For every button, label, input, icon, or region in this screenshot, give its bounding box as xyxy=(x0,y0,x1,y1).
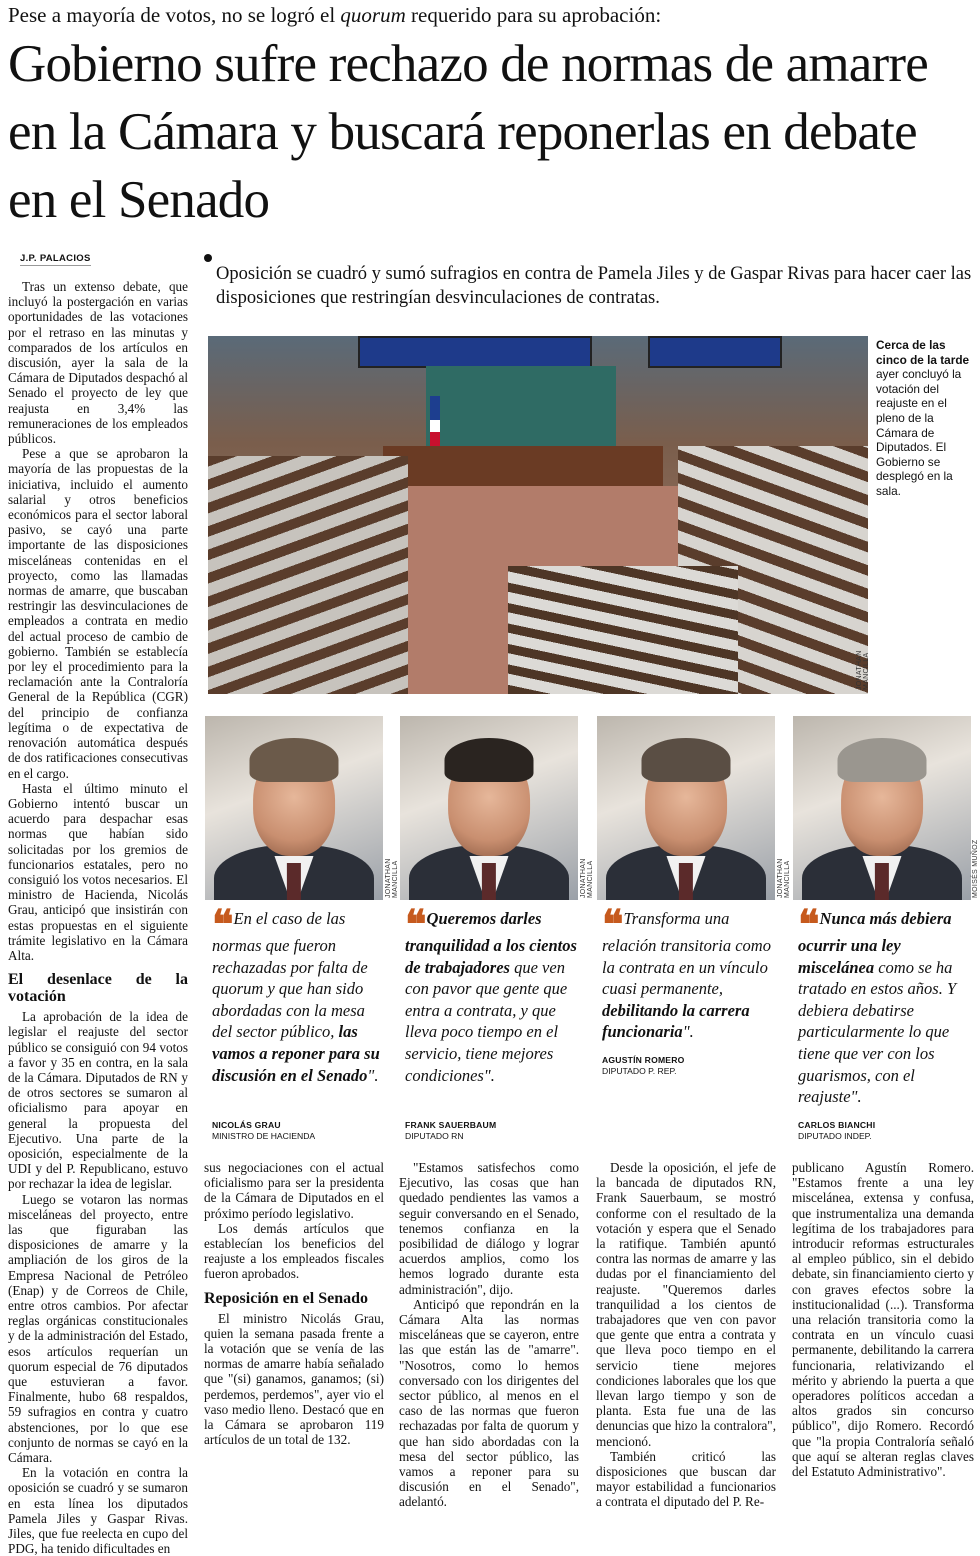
quote-role: DIPUTADO RN xyxy=(405,1131,464,1141)
col2-paragraph: El ministro Nicolás Grau, quien la semana pasada frente a la votación que se venía de las normas de amarre había señalado que "(si) ganamos, ganamos; (si) perdemos, perdemos", ayer vio el vaso medio lleno. Destacó que en la Cámara se aprobaron 119 artículos de un total de 132. xyxy=(204,1310,384,1448)
column-2 xyxy=(204,1160,384,1447)
column-4 xyxy=(596,1160,776,1510)
col1-paragraph: En la votación en contra la oposición se cuadró y se sumaron en esta línea los diputados Pamela Jiles y Gaspar Rivas. Jiles, que fue reelecta en cupo del PDG, ha tenido dificultades en xyxy=(8,1465,188,1556)
portrait-romero xyxy=(597,716,775,900)
quote-role: DIPUTADO INDEP. xyxy=(798,1131,872,1141)
col2-paragraph: Los demás artículos que establecían los beneficios del reajuste a los empleados fiscales fueron aprobados. xyxy=(204,1220,384,1282)
hair xyxy=(642,738,731,782)
headline: Gobierno sufre rechazo de normas de amarre en la Cámara y buscará reponerlas en debate en el Senado xyxy=(8,35,928,229)
portrait-sauerbaum xyxy=(400,716,578,900)
col1-paragraph: La aprobación de la idea de legislar el reajuste del sector público se consiguió con 94 votos a favor y 35 en contra, en la sala de la Cámara. Diputados de RN y de otros sectores se sumaron al oficialismo para apoyar en general la propuesta del Ejecutivo. Una parte de la oposición, especialmente de la UDI y del P. Republicano, estuvo por rechazar la idea de legislar. xyxy=(8,1009,188,1192)
hair xyxy=(250,738,339,782)
dais xyxy=(383,446,663,486)
col1-paragraph: Pese a que se aprobaron la mayoría de las propuestas de la iniciativa, incluido el aumento salarial y otros beneficios económicos para el sector laboral pasivo, se cayó una parte importante de las disposiciones misceláneas contenidas en el proyecto, como las llamadas normas de amarre, que buscaban restringir las desvinculaciones de empleados a contrata en medio del actual proceso de cambio de gobierno. También se establecía por ley el procedimiento para la reclamación ante la Contraloría General de la República (CGR) del principio de confianza legítima o de expectativa de renovación automática después de dos ratificaciones consecutivas en el cargo. xyxy=(8,446,188,781)
quote-mark-icon: ❝ xyxy=(798,901,814,948)
quote-mark-icon: ❝ xyxy=(212,901,228,948)
col4-paragraph: También criticó las disposiciones que buscan dar mayor estabilidad a funcionarios a contrata el diputado del P. Re- xyxy=(596,1448,776,1510)
quote-name: AGUSTÍN ROMERO xyxy=(602,1055,685,1065)
col1-paragraph: Luego se votaron las normas misceláneas del proyecto, entre las que figuraban las disposiciones de amarre y la ampliación de los giros de la Empresa Nacional de Petróleo (Enap) y de Correos de Chile, entre otros cambios. Por afectar reglas orgánicas constitucionales y de la administración del Estado, esos artículos requerían un quorum especial de 76 diputados que estuvieran a favor. Finalmente, hubo 68 respaldos, 59 sufragios en contra y cuatro abstenciones, por lo que ese conjunto de normas se cayó en la Cámara. xyxy=(8,1191,188,1466)
col3-paragraph: Anticipó que repondrán en la Cámara Alta las normas misceláneas que se cayeron, entre las que están las de "amarre". "Nosotros, como lo hemos conversado con los dirigentes del sector público, al menos en el caso de las normas que fueron rechazadas por falta de quorum y que han sido abordadas con la mesa del sector público, las vamos a reponer para su discusión en el Senado", adelantó. xyxy=(399,1296,579,1510)
portrait-bianchi xyxy=(793,716,971,900)
quote-sauerbaum: ❝ Queremos darles tranquilidad a los cientos de trabajadores que ven con pavor que gente que entra a contrata, y que lleva poco tiempo en el servicio, tiene mejores condiciones". xyxy=(405,901,577,1085)
quote-name: CARLOS BIANCHI xyxy=(798,1120,876,1130)
wall-panel xyxy=(426,366,616,456)
portrait-grau xyxy=(205,716,383,900)
col3-paragraph: "Estamos satisfechos como Ejecutivo, las cosas que han quedado pendientes las vamos a seguir conversando en el Senado, tenemos confianza en la posibilidad de diálogo y lograr acuerdos amplios, como los hemos logrado durante esta administración", dijo. xyxy=(399,1160,579,1297)
col2-subhead: Reposición en el Senado xyxy=(204,1289,369,1307)
hair xyxy=(838,738,927,782)
quote-mark-icon: ❝ xyxy=(405,901,421,948)
lead-bullet xyxy=(204,254,212,262)
lead: Oposición se cuadró y sumó sufragios en contra de Pamela Jiles y de Gaspar Rivas para hacer caer las disposiciones que restringían desvinculaciones de contratas. xyxy=(216,264,972,308)
quote-name: NICOLÁS GRAU xyxy=(212,1120,281,1130)
column-5 xyxy=(792,1160,974,1479)
column-1 xyxy=(8,279,188,1556)
quote-bianchi: ❝ Nunca más debiera ocurrir una ley miscelánea como se ha tratado en estos años. Y debiera debatirse particularmente lo que tiene que ver con los guarismos, con el reajuste". xyxy=(798,901,957,1107)
kicker-italic: quorum xyxy=(340,3,406,27)
column-3 xyxy=(399,1160,579,1510)
kicker: Pese a mayoría de votos, no se logró el quorum requerido para su aprobación: xyxy=(8,3,662,27)
portrait-credit: JONATHAN MANCILLA xyxy=(777,858,791,898)
col2-paragraph: sus negociaciones con el actual oficialismo para ser la presidenta de la Cámara de Diputados en el próximo período legislativo. xyxy=(204,1160,384,1221)
hair xyxy=(445,738,534,782)
quote-role: DIPUTADO P. REP. xyxy=(602,1066,677,1076)
main-photo xyxy=(208,336,868,694)
col1-subhead: El desenlace de la votación xyxy=(8,971,188,1006)
quote-role: MINISTRO DE HACIENDA xyxy=(212,1131,316,1141)
main-photo-credit: JONATHAN MANCILLA xyxy=(856,650,870,690)
col4-paragraph: Desde la oposición, el jefe de la bancada de diputados RN, Frank Sauerbaum, se mostró conforme con el resultado de la votación y espera que el Senado la ratifique. También apuntó contra las normas de amarre y las dudas por el financiamiento del reajuste. "Queremos darles tranquilidad a los cientos de trabajadores que ven con pavor que gente que entra a contrata y que lleva poco tiempo en el servicio tiene mejores condiciones laborales que los que llevan largo tiempo y son de planta. Esta fue una de las denuncias que hizo la contralora", mencionó. xyxy=(596,1160,776,1449)
quote-name: FRANK SAUERBAUM xyxy=(405,1120,497,1130)
col1-paragraph: Hasta el último minuto el Gobierno intentó buscar un acuerdo para despachar esas normas que habían sido solicitadas por los gremios de funcionarios estatales, pero no consiguió los votos necesarios. El ministro de Hacienda, Nicolás Grau, anticipó que insistirán con estas propuestas en el siguiente trámite legislativo en la Cámara Alta. xyxy=(8,780,188,963)
main-photo-caption: Cerca de las cinco de la tarde ayer concluyó la votación del reajuste en el pleno de la Cámara de Diputados. El Gobierno se desplegó en la sala. xyxy=(876,338,970,498)
portrait-credit: JONATHAN MANCILLA xyxy=(385,858,399,898)
seats-center xyxy=(508,566,738,694)
byline: J.P. PALACIOS xyxy=(20,253,91,264)
quote-mark-icon: ❝ xyxy=(602,901,618,948)
quote-grau: ❝ En el caso de las normas que fueron rechazadas por falta de quorum y que han sido abordadas con la mesa del sector público, las vamos a reponer para su discusión en el Senado". xyxy=(212,901,380,1085)
portrait-credit: JONATHAN MANCILLA xyxy=(580,858,594,898)
seats-left xyxy=(208,456,408,694)
col5-paragraph: publicano Agustín Romero. "Estamos frente a una ley miscelánea, extensa y confusa, que instrumentaliza una demanda legítima de los trabajadores para introducir reformas estructurales al empleo público, sin el debido debate, sin financiamiento cierto y con graves efectos sobre la institucionalidad (...). Transforma una relación transitoria como la contrata en un vínculo cuasi permanente, debilitando la carrera funcionaria, relativizando el mérito y abriendo la puerta a que operadores políticos accedan a altos grados sin concurso público", dijo Romero. Recordó que "la propia Contraloría señaló que aquí se alteran reglas claves del Estatuto Administrativo". xyxy=(792,1160,974,1480)
portrait-credit: MOISÉS MUÑOZ xyxy=(972,839,979,898)
col1-paragraph: Tras un extenso debate, que incluyó la postergación en varias oportunidades de las votaciones por el retraso en las minutas y comparados de los artículos en discusión, ayer la sala de la Cámara de Diputados despachó al Senado el proyecto de ley que reajusta en 3,4% las remuneraciones de los empleados públicos. xyxy=(8,279,188,447)
screen-left xyxy=(358,336,592,368)
screen-right xyxy=(648,336,782,368)
quote-romero: ❝ Transforma una relación transitoria como la contrata en un vínculo cuasi permanente, debilitando la carrera funcionaria". xyxy=(602,901,771,1042)
